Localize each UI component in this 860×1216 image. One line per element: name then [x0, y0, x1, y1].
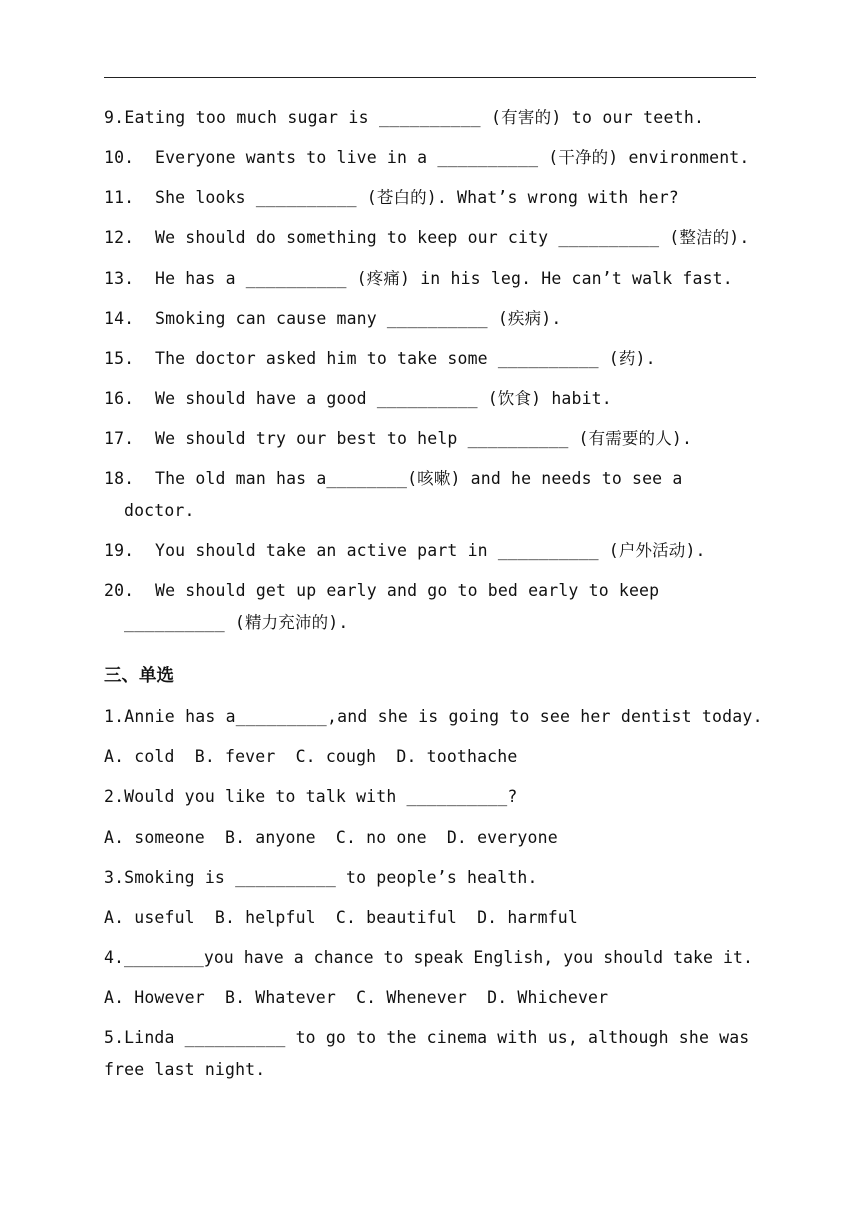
fill-item-19: [104, 541, 706, 561]
item-text: Eating too much sugar is __________ (有害的) to our teeth.: [124, 108, 705, 127]
item-text: He has a __________ (疼痛) in his leg. He can’t walk fast.: [155, 269, 733, 288]
item-number: 10.: [104, 148, 135, 167]
mc-question-3: 3.Smoking is __________ to people’s health.: [104, 868, 538, 887]
fill-item-18: [104, 469, 682, 489]
item-text: We should do something to keep our city __________ (整洁的).: [155, 228, 750, 247]
item-number: 17.: [104, 429, 135, 448]
item-text: We should get up early and go to bed early to keep: [155, 581, 660, 600]
item-number: 12.: [104, 228, 135, 247]
item-text: You should take an active part in __________ (户外活动).: [155, 541, 706, 560]
fill-item-16: [104, 389, 612, 409]
mc-question-1: 1.Annie has a_________,and she is going to see her dentist today.: [104, 707, 763, 726]
mc-question-2: 2.Would you like to talk with __________?: [104, 787, 518, 806]
mc-options-4: A. However B. Whatever C. Whenever D. Whichever: [104, 988, 609, 1007]
item-number: 20.: [104, 581, 135, 600]
item-number: 16.: [104, 389, 135, 408]
header-rule: [104, 77, 756, 78]
item-number: 18.: [104, 469, 135, 488]
fill-item-17: [104, 429, 692, 449]
item-text: Everyone wants to live in a __________ (干净的) environment.: [155, 148, 750, 167]
fill-item-10: [104, 148, 749, 168]
item-text: The doctor asked him to take some __________ (药).: [155, 349, 656, 368]
fill-item-9: [104, 108, 704, 128]
fill-item-13: [104, 269, 733, 289]
fill-item-20: [104, 581, 659, 601]
mc-options-2: A. someone B. anyone C. no one D. everyone: [104, 828, 558, 847]
fill-item-15: [104, 349, 656, 369]
item-number: 19.: [104, 541, 135, 560]
fill-item-20-continuation: __________ (精力充沛的).: [124, 613, 349, 632]
fill-item-12: [104, 228, 749, 248]
mc-question-5-continuation: free last night.: [104, 1060, 266, 1079]
mc-options-1: A. cold B. fever C. cough D. toothache: [104, 747, 518, 766]
fill-item-18-continuation: doctor.: [124, 501, 195, 520]
mc-options-3: A. useful B. helpful C. beautiful D. harmful: [104, 908, 578, 927]
item-text: The old man has a________(咳嗽) and he needs to see a: [155, 469, 683, 488]
item-number: 13.: [104, 269, 135, 288]
fill-item-14: [104, 309, 561, 329]
item-number: 11.: [104, 188, 135, 207]
fill-item-11: [104, 188, 679, 208]
item-text: We should try our best to help __________ (有需要的人).: [155, 429, 693, 448]
mc-question-4: 4.________you have a chance to speak English, you should take it.: [104, 948, 753, 967]
mc-question-5: 5.Linda __________ to go to the cinema with us, although she was: [104, 1028, 750, 1047]
item-number: 9.: [104, 108, 125, 127]
item-number: 15.: [104, 349, 135, 368]
item-text: Smoking can cause many __________ (疾病).: [155, 309, 562, 328]
item-number: 14.: [104, 309, 135, 328]
item-text: She looks __________ (苍白的). What’s wrong with her?: [155, 188, 679, 207]
section-heading: 三、单选: [104, 666, 174, 686]
item-text: We should have a good __________ (饮食) habit.: [155, 389, 612, 408]
